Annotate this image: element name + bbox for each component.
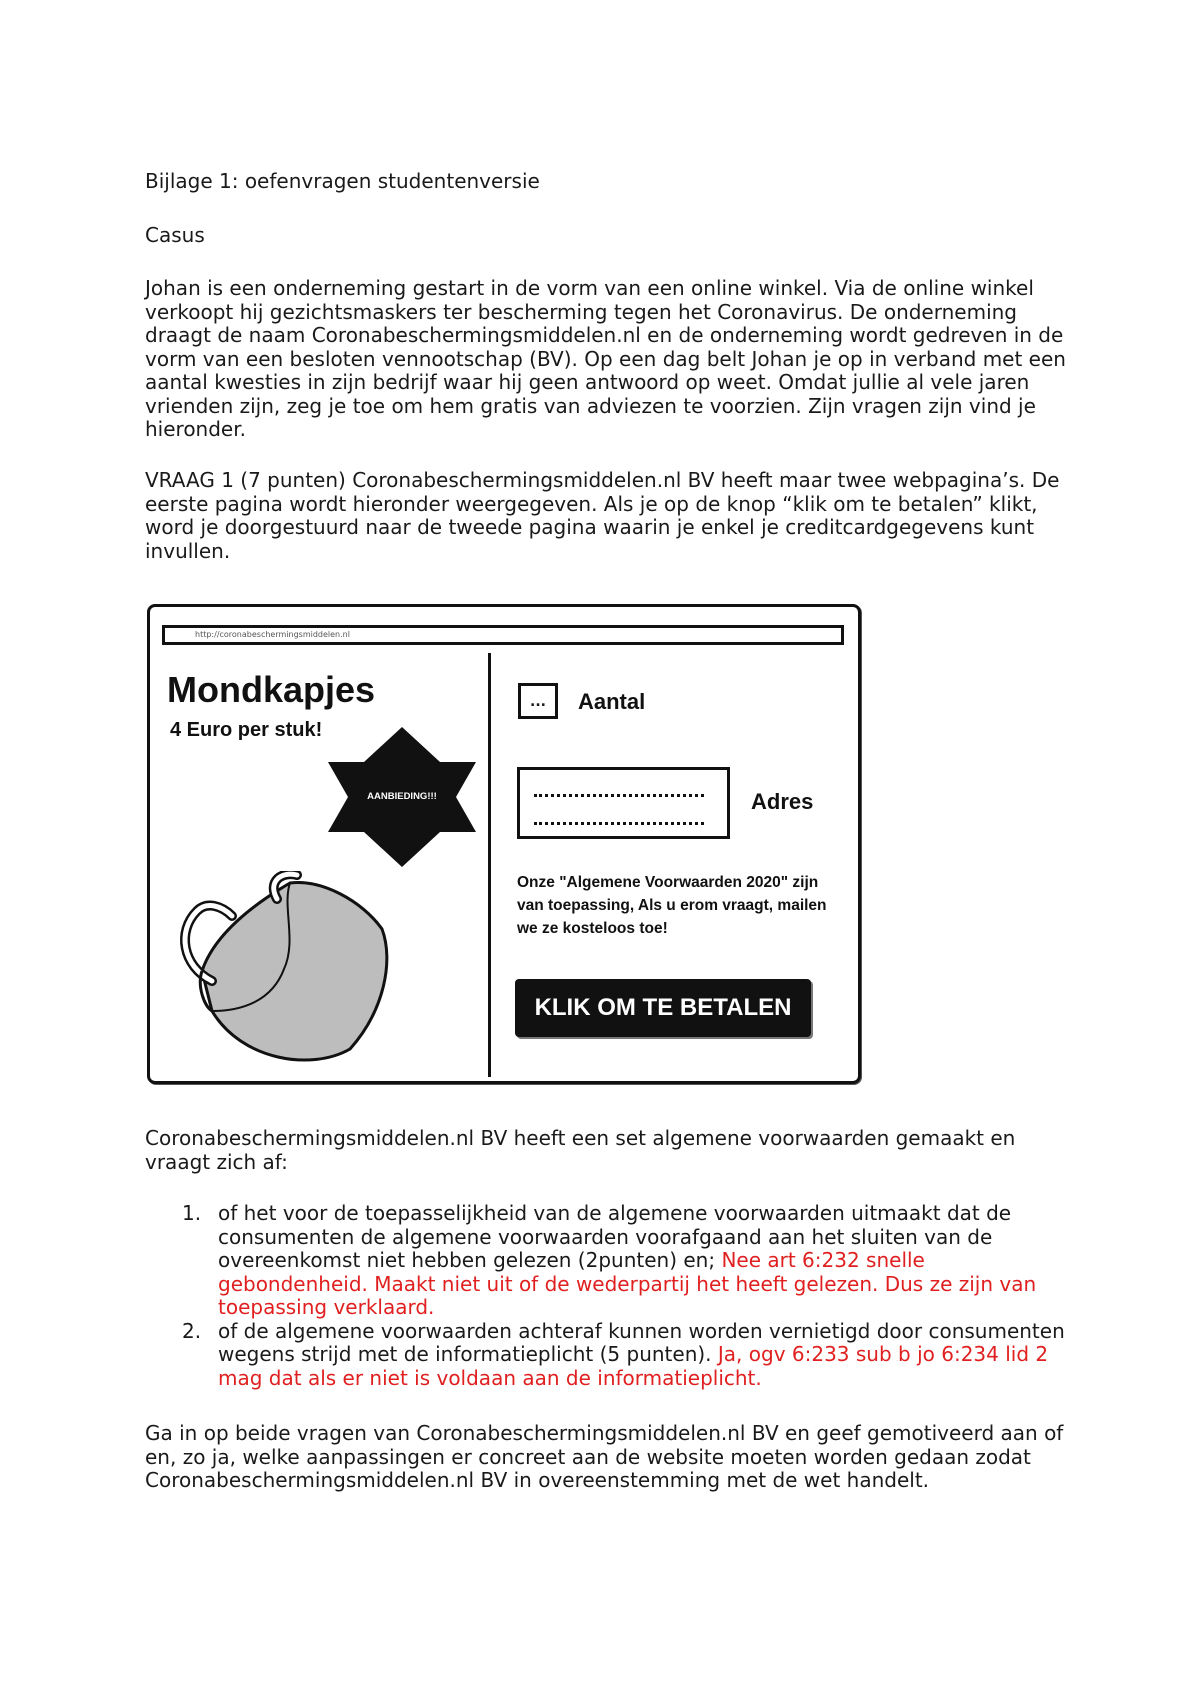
url-bar: http://coronabeschermingsmiddelen.nl: [162, 625, 844, 645]
list-item-text: of de algemene voorwaarden achteraf kunnen worden vernietigd door consumenten wegens strijd met de informatieplicht (5 punten).: [218, 1318, 1065, 1366]
quantity-label: Aantal: [578, 689, 646, 714]
address-input[interactable]: [517, 767, 730, 839]
answer-text: Nee art 6:232 snelle gebondenheid. Maakt niet uit of de wederpartij het heeft gelezen. Dus ze zijn van toepassing verklaard.: [218, 1248, 1037, 1319]
answer-text: Ja, ogv 6:233 sub b jo 6:234 lid 2 mag dat als er niet is voldaan aan de informatieplicht.: [218, 1342, 1049, 1390]
face-mask-icon: [172, 871, 392, 1071]
offer-badge-label: AANBIEDING!!!: [367, 791, 437, 802]
product-price: 4 Euro per stuk!: [170, 719, 323, 741]
document-heading: Bijlage 1: oefenvragen studentenversie: [145, 169, 540, 193]
address-label: Adres: [751, 789, 814, 814]
list-item: 1. of het voor de toepasselijkheid van de algemene voorwaarden uitmaakt dat de consumenten de algemene voorwaarden voorafgaand aan het sluiten van de overeenkomst niet hebben gelezen (2punten) en; Nee art 6:232 snelle gebondenheid. Maakt niet uit of de wederpartij het heeft gelezen. Dus ze zijn van toepassing verklaard.: [182, 1201, 1037, 1319]
closing-paragraph: Ga in op beide vragen van Coronabeschermingsmiddelen.nl BV en geef gemotiveerd aan of en, zo ja, welke aanpassingen er concreet aan de website moeten worden gedaan zodat Coronabeschermingsmiddelen.nl BV in overeenstemming met de wet handelt.: [145, 1421, 1064, 1492]
column-divider: [488, 653, 491, 1077]
question-list: [145, 1202, 1075, 1390]
casus-label: Casus: [145, 223, 205, 247]
webshop-mockup: [147, 604, 861, 1084]
question-1: VRAAG 1 (7 punten) Coronabeschermingsmiddelen.nl BV heeft maar twee webpagina’s. De eerste pagina wordt hieronder weergegeven. Als je op de knop “klik om te betalen” klikt, word je doorgestuurd naar de tweede pagina waarin je enkel je creditcardgegevens kunt invullen.: [145, 468, 1060, 563]
terms-notice: Onze "Algemene Voorwaarden 2020" zijn van toepassing, Als u erom vraagt, mailen we ze kosteloos toe!: [517, 874, 827, 937]
list-item: 2. of de algemene voorwaarden achteraf kunnen worden vernietigd door consumenten wegens strijd met de informatieplicht (5 punten). Ja, ogv 6:233 sub b jo 6:234 lid 2 mag dat als er niet is voldaan aan de informatieplicht.: [182, 1318, 1065, 1390]
after-image-paragraph: Coronabeschermingsmiddelen.nl BV heeft een set algemene voorwaarden gemaakt en vraagt zich af:: [145, 1126, 1016, 1174]
intro-paragraph: Johan is een onderneming gestart in de vorm van een online winkel. Via de online winkel verkoopt hij gezichtsmaskers ter bescherming tegen het Coronavirus. De onderneming draagt de naam Coronabeschermingsmiddelen.nl en de onderneming wordt gedreven in de vorm van een besloten vennootschap (BV). Op een dag belt Johan je op in verband met een aantal kwesties in zijn bedrijf waar hij geen antwoord op weet. Omdat jullie al vele jaren vrienden zijn, zeg je toe om hem gratis van adviezen te voorzien. Zijn vragen zijn vind je hieronder.: [145, 276, 1066, 441]
list-item-text: of het voor de toepasselijkheid van de algemene voorwaarden uitmaakt dat de consumenten de algemene voorwaarden voorafgaand aan het sluiten van de overeenkomst niet hebben gelezen (2punten) en;: [218, 1201, 1012, 1272]
product-title: Mondkapjes: [167, 669, 376, 710]
pay-button[interactable]: KLIK OM TE BETALEN: [515, 979, 811, 1037]
quantity-input[interactable]: ...: [518, 683, 558, 719]
